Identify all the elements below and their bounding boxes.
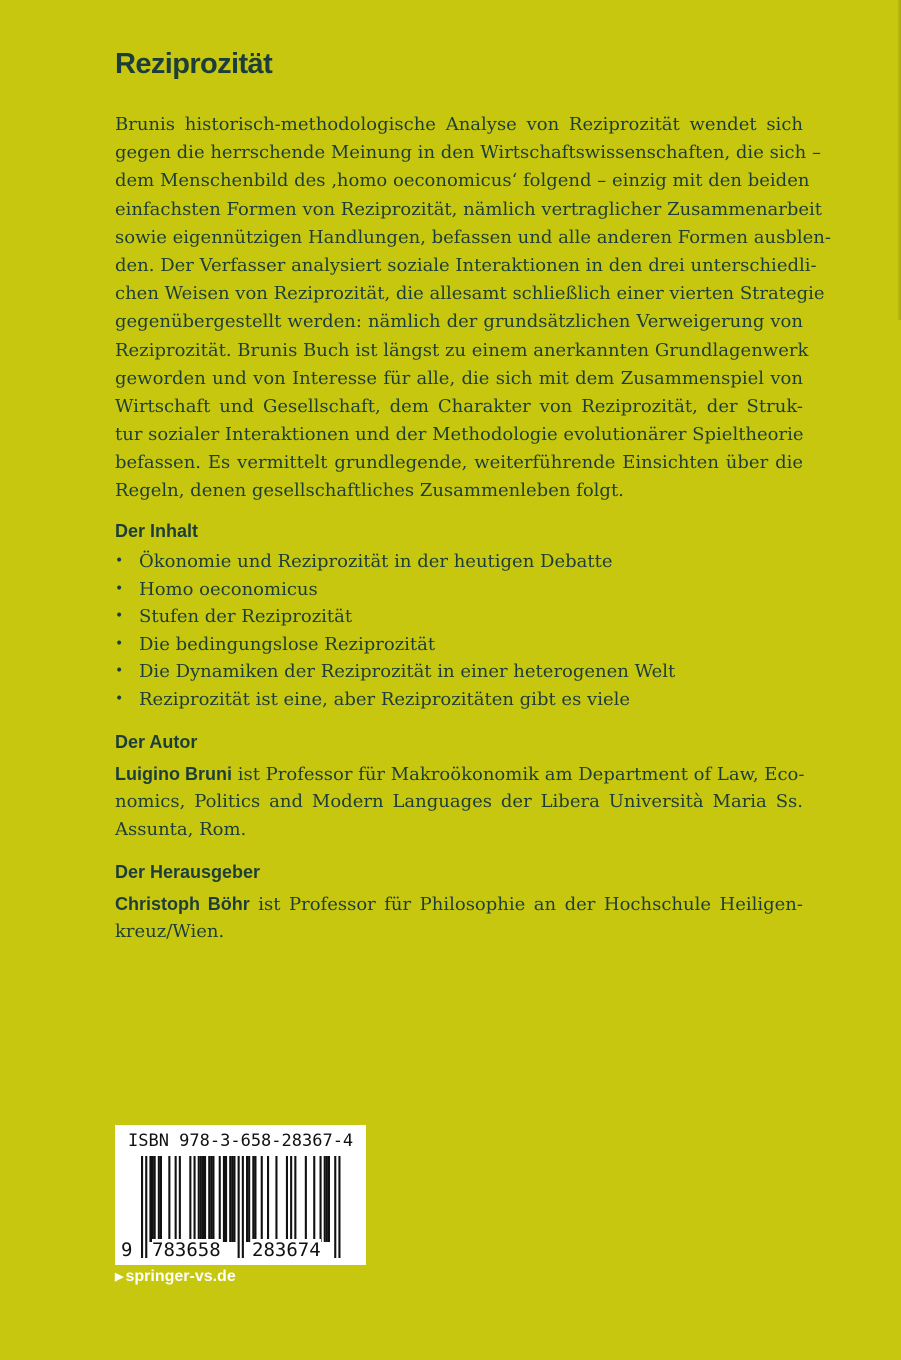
barcode-bar: [154, 1156, 156, 1242]
barcode-bar: [338, 1156, 340, 1258]
list-item: [115, 603, 675, 631]
barcode-bar: [231, 1156, 233, 1242]
barcode-bar: [141, 1156, 143, 1258]
author-bio-line: [115, 760, 803, 788]
author-name: Luigino Bruni: [115, 764, 232, 784]
description-line: Reziprozität. Brunis Buch ist längst zu einem anerkannten Grundlagenwerk: [115, 339, 809, 361]
barcode-bar: [320, 1156, 322, 1242]
arrow-right-icon: ▶: [115, 1271, 124, 1283]
editor-bio-line: kreuz/Wien.: [115, 921, 225, 943]
barcode-bar: [294, 1156, 296, 1242]
bullet-icon: •: [115, 635, 124, 652]
barcode-bar: [261, 1156, 263, 1242]
list-item-text: Reziprozität ist eine, aber Reziprozitäten gibt es viele: [139, 688, 631, 710]
barcode-bar: [149, 1156, 151, 1242]
author-bio-line: Assunta, Rom.: [115, 819, 247, 841]
barcode-bar: [200, 1156, 202, 1242]
barcode-bar: [246, 1156, 248, 1242]
list-item: [115, 548, 675, 576]
bullet-icon: •: [115, 663, 124, 680]
list-item: [115, 686, 675, 714]
author-bio-line: nomics, Politics and Modern Languages der Libera Università Maria Ss.: [115, 791, 803, 813]
author-bio: [115, 760, 803, 845]
barcode-bar: [179, 1156, 181, 1242]
author-bio-text: ist Professor für Makroökonomik am Department of Law, Eco-: [231, 764, 805, 785]
publisher-website[interactable]: [115, 1268, 236, 1286]
barcode-bar: [248, 1156, 250, 1242]
ean-first-digit: 9: [121, 1239, 133, 1261]
barcode-bar: [326, 1156, 328, 1242]
barcode-bar: [158, 1156, 160, 1242]
barcode-bar: [198, 1156, 200, 1242]
barcode-bar: [204, 1156, 206, 1242]
description-line: dem Menschenbild des ‚homo oeconomicus‘ folgend – einzig mit den beiden: [115, 170, 810, 192]
barcode-bar: [286, 1156, 288, 1242]
list-item: [115, 631, 675, 659]
barcode-bar: [189, 1156, 191, 1242]
barcode-bar: [212, 1156, 214, 1242]
barcode-bar: [152, 1156, 154, 1242]
ean-left-digits: 783658: [152, 1239, 221, 1261]
barcode-bar: [305, 1156, 307, 1242]
description-line: Wirtschaft und Gesellschaft, dem Charakter von Reziprozität, der Struk-: [115, 395, 803, 417]
barcode-bar: [225, 1156, 227, 1242]
contents-heading: Der Inhalt: [115, 521, 199, 541]
description-line: gegenübergestellt werden: nämlich der grundsätzlichen Verweigerung von: [115, 311, 803, 333]
barcode-bar: [210, 1156, 212, 1242]
list-item-text: Die Dynamiken der Reziprozität in einer heterogenen Welt: [139, 661, 676, 683]
barcode-bar: [233, 1156, 235, 1242]
list-item-text: Stufen der Reziprozität: [139, 606, 353, 628]
description-paragraph: [115, 111, 831, 506]
barcode-bar: [313, 1156, 315, 1242]
contents-list: [115, 548, 675, 714]
description-line: gegen die herrschende Meinung in den Wirtschaftswissenschaften, die sich –: [115, 142, 821, 164]
description-line: geworden und von Interesse für alle, die sich mit dem Zusammenspiel von: [115, 367, 803, 389]
barcode-bar: [334, 1156, 336, 1258]
barcode-bar: [238, 1156, 240, 1258]
barcode-bar: [252, 1156, 254, 1242]
list-item-text: Ökonomie und Reziprozität in der heutigen Debatte: [139, 551, 613, 572]
barcode-bar: [219, 1156, 221, 1242]
barcode-bar: [145, 1156, 147, 1258]
list-item: [115, 576, 675, 604]
isbn-label: ISBN 978-3-658-28367-4: [128, 1131, 354, 1151]
barcode-bar: [175, 1156, 177, 1242]
editor-name: Christoph Böhr: [115, 894, 250, 914]
editor-heading: Der Herausgeber: [115, 862, 261, 882]
spine-shadow: [897, 0, 901, 320]
description-line: sowie eigennützigen Handlungen, befassen und alle anderen Formen ausblen-: [115, 226, 831, 248]
description-line: Brunis historisch-methodologische Analyse von Reziprozität wendet sich: [115, 114, 803, 135]
barcode-bar: [168, 1156, 170, 1242]
list-item-text: Die bedingungslose Reziprozität: [139, 633, 436, 655]
editor-bio-text: ist Professor für Philosophie an der Hochschule Heiligen-: [249, 894, 803, 915]
barcode-bar: [223, 1156, 225, 1242]
isbn-barcode: [115, 1125, 366, 1265]
description-line: befassen. Es vermittelt grundlegende, weiterführende Einsichten über die: [115, 452, 803, 474]
barcode-bar: [229, 1156, 231, 1242]
editor-bio-line: [115, 890, 803, 918]
description-line: den. Der Verfasser analysiert soziale Interaktionen in den drei unterschiedli-: [115, 254, 817, 276]
barcode-bar: [208, 1156, 210, 1242]
website-text: springer-vs.de: [125, 1268, 236, 1285]
description-line: Regeln, denen gesellschaftliches Zusammenleben folgt.: [115, 480, 624, 502]
barcode-bar: [194, 1156, 196, 1242]
barcode-bar: [202, 1156, 204, 1242]
description-line: einfachsten Formen von Reziprozität, nämlich vertraglicher Zusammenarbeit: [115, 198, 823, 220]
description-line: chen Weisen von Reziprozität, die allesamt schließlich einer vierten Strategie: [115, 283, 825, 305]
author-heading: Der Autor: [115, 732, 198, 752]
bullet-icon: •: [115, 608, 124, 625]
barcode-bar: [290, 1156, 292, 1242]
barcode-bar: [267, 1156, 269, 1242]
barcode-bar: [242, 1156, 244, 1258]
book-title: Reziprozität: [115, 48, 273, 80]
barcode-bar: [324, 1156, 326, 1242]
barcode-bar: [275, 1156, 277, 1242]
bullet-icon: •: [115, 553, 124, 569]
ean-right-digits: 283674: [252, 1239, 321, 1261]
list-item-text: Homo oeconomicus: [139, 578, 318, 600]
bullet-icon: •: [115, 690, 124, 707]
barcode-bar: [160, 1156, 162, 1242]
list-item: [115, 658, 675, 686]
editor-bio: [115, 890, 803, 946]
bullet-icon: •: [115, 580, 124, 597]
barcode-bar: [328, 1156, 330, 1242]
description-line: tur sozialer Interaktionen und der Methodologie evolutionärer Spieltheorie: [115, 424, 804, 446]
barcode-bar: [254, 1156, 256, 1242]
